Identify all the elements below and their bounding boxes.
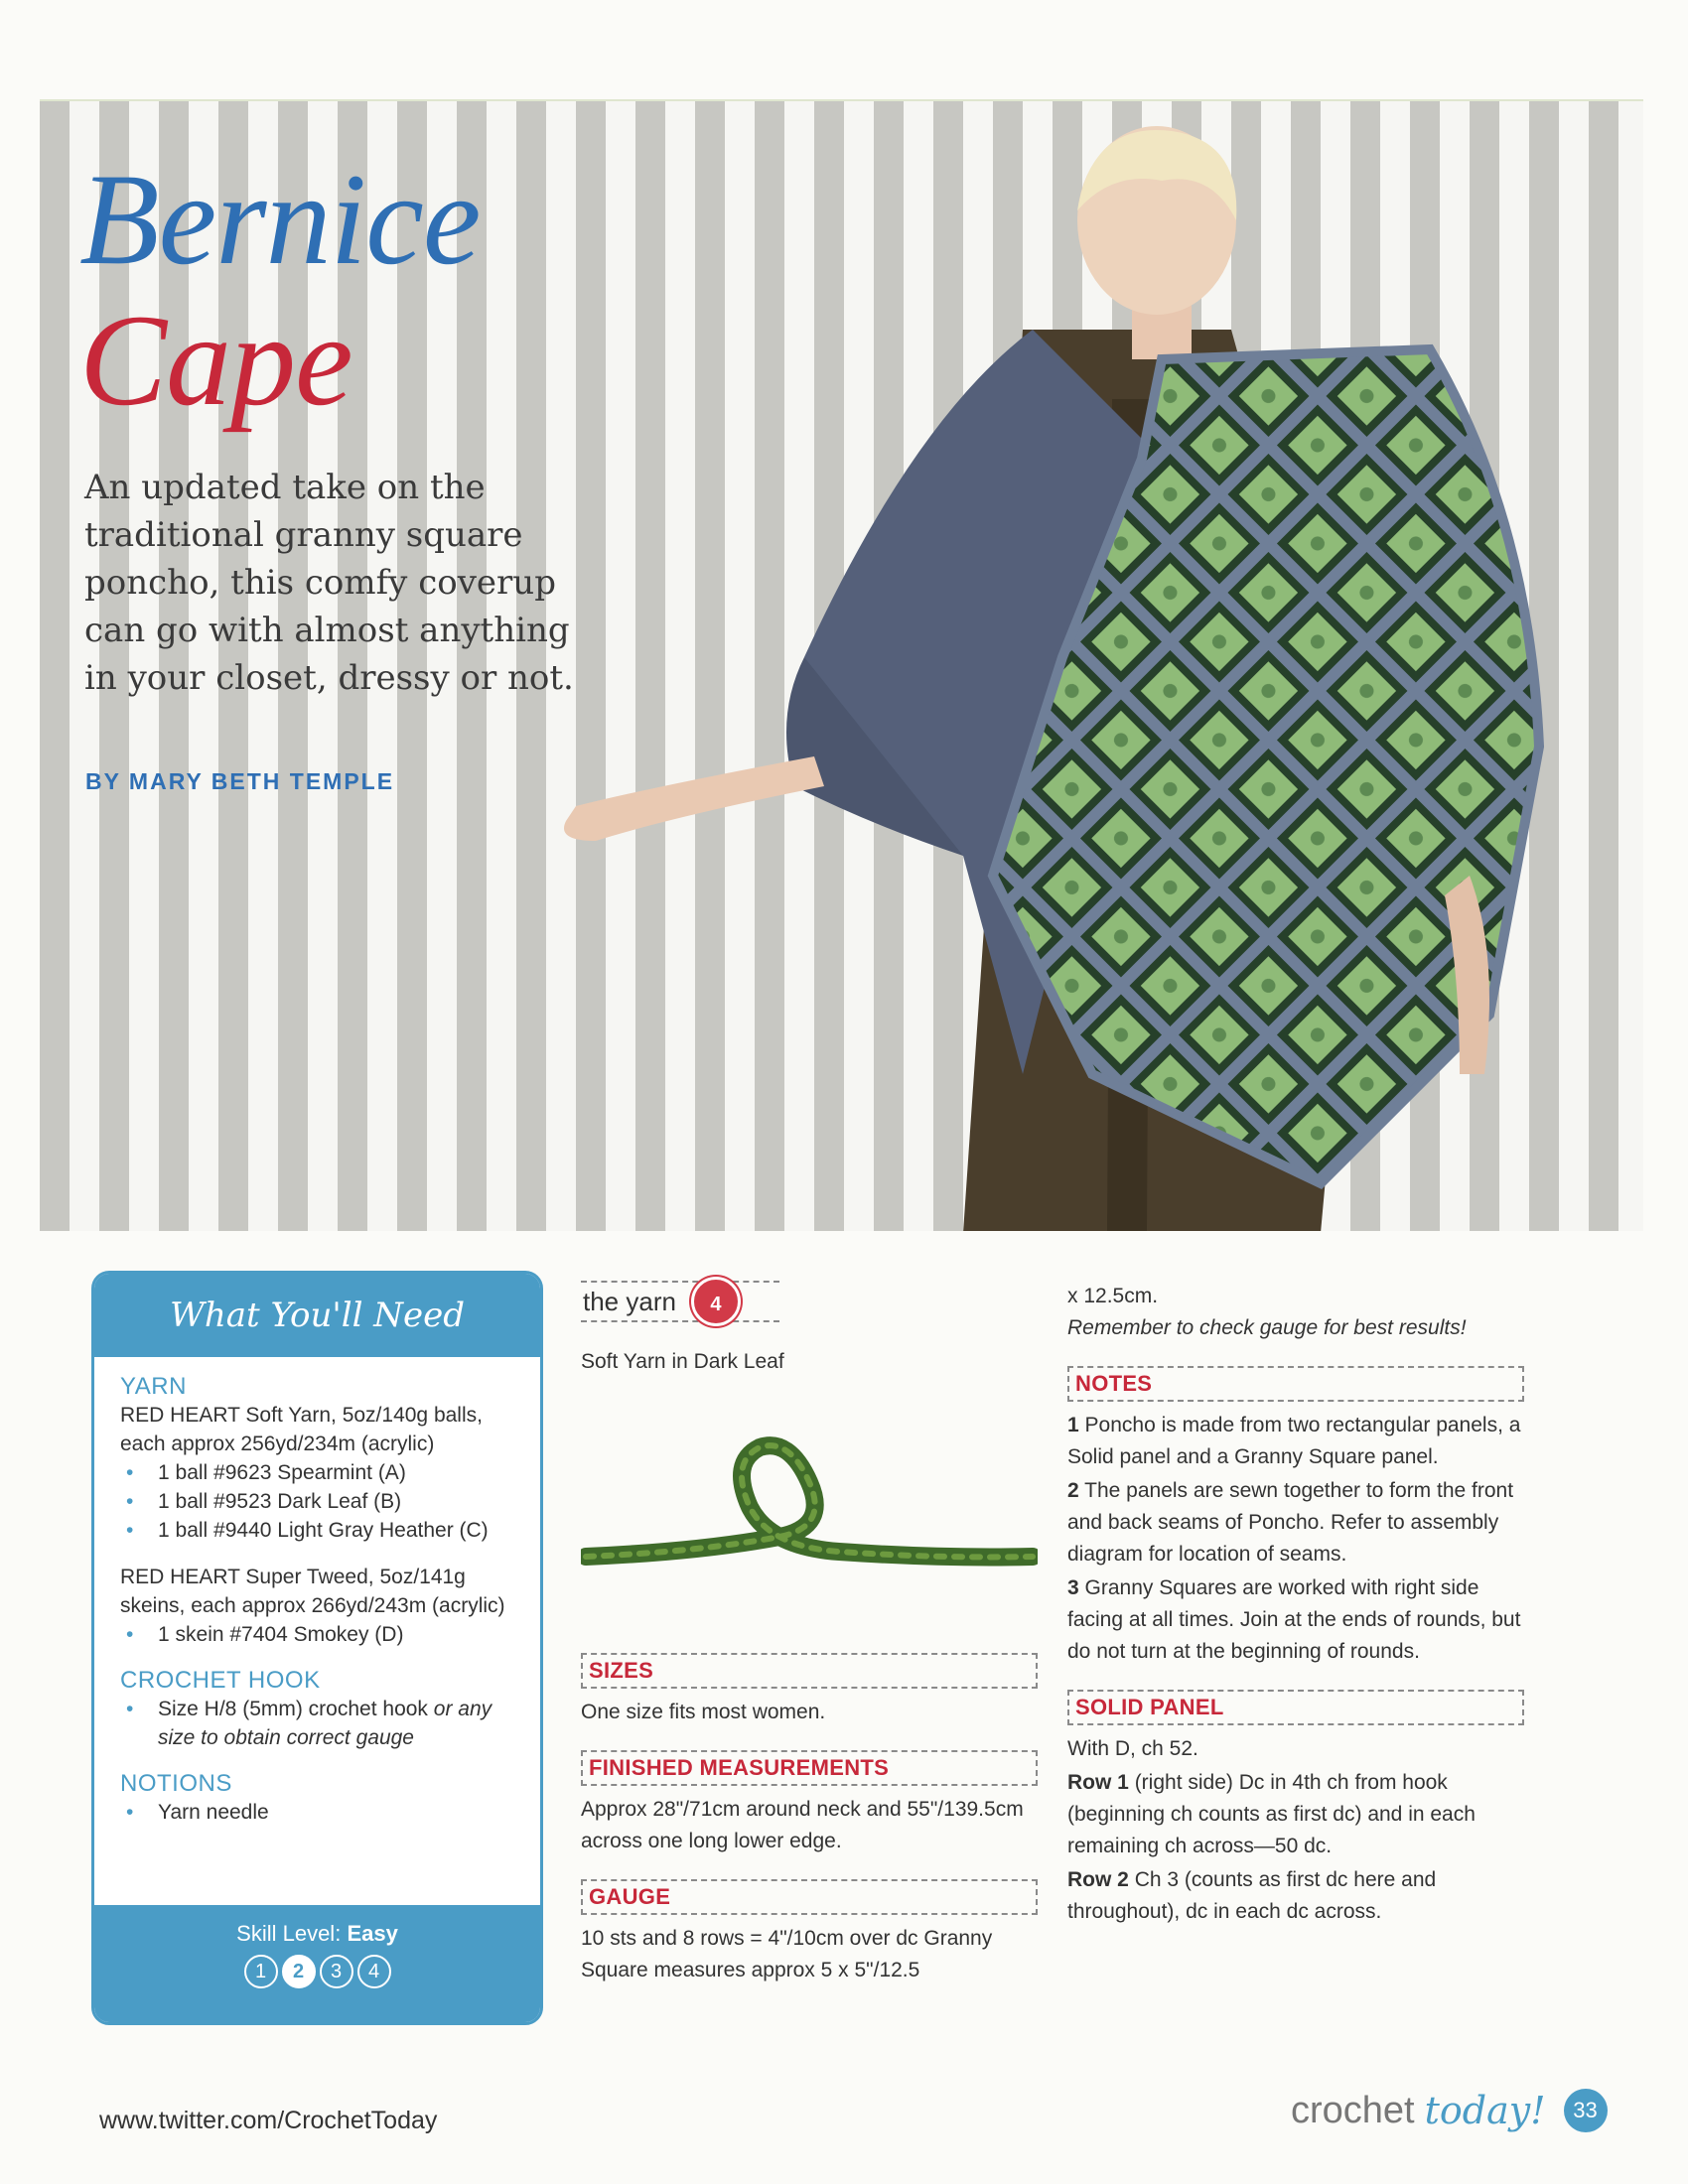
list-item: • 1 ball #9623 Spearmint (A) <box>120 1458 522 1487</box>
gauge-continued: x 12.5cm. <box>1067 1285 1159 1307</box>
skill-dot: 4 <box>357 1955 391 1988</box>
hook-list <box>120 1695 522 1752</box>
yarn1-list <box>120 1458 522 1545</box>
byline: BY MARY BETH TEMPLE <box>85 768 395 794</box>
magazine-brand <box>1291 2089 1608 2132</box>
right-column <box>1067 1281 1524 1928</box>
yarn-heading: YARN <box>120 1373 187 1400</box>
row-2-instructions: Row 2 Ch 3 (counts as first dc here and throughout), dc in each dc across. <box>1067 1868 1437 1923</box>
gauge-note: Remember to check gauge for best results! <box>1067 1316 1467 1339</box>
solid-panel-heading: SOLID PANEL <box>1067 1690 1524 1725</box>
title-line-2: Cape <box>79 287 352 433</box>
what-youll-need-box <box>91 1271 543 2025</box>
list-item: • 1 skein #7404 Smokey (D) <box>120 1620 522 1649</box>
skill-dot: 1 <box>244 1955 278 1988</box>
yarn-weight-badge: 4 <box>694 1280 738 1323</box>
yarn-swatch-image <box>581 1388 1038 1626</box>
list-item: • 1 ball #9523 Dark Leaf (B) <box>120 1487 522 1516</box>
yarn2-description: RED HEART Super Tweed, 5oz/141g skeins, each approx 266yd/243m (acrylic) <box>120 1566 505 1617</box>
note-3: 3 Granny Squares are worked with right side facing at all times. Join at the ends of rounds, but do not turn at the beginning of rounds. <box>1067 1576 1521 1663</box>
brand-word-1: crochet <box>1291 2089 1415 2131</box>
title-line-1: Bernice <box>79 146 481 292</box>
yarn1-description: RED HEART Soft Yarn, 5oz/140g balls, each approx 256yd/234m (acrylic) <box>120 1404 483 1455</box>
list-item: • Yarn needle <box>120 1798 522 1827</box>
note-1: 1 Poncho is made from two rectangular panels, a Solid panel and a Granny Square panel. <box>1067 1414 1521 1468</box>
yarn2-list <box>120 1620 522 1649</box>
note-2: 2 The panels are sewn together to form the front and back seams of Poncho. Refer to assembly diagram for location of seams. <box>1067 1479 1514 1566</box>
skill-dot-selected: 2 <box>282 1955 316 1988</box>
row-1-instructions: Row 1 (right side) Dc in 4th ch from hook (beginning ch counts as first dc) and in each remaining ch across—50 dc. <box>1067 1771 1476 1857</box>
skill-level-bar <box>94 1905 540 2022</box>
need-heading: What You'll Need <box>94 1274 540 1357</box>
brand-word-2: today! <box>1424 2089 1546 2132</box>
notes-heading: NOTES <box>1067 1366 1524 1402</box>
solid-panel-intro: With D, ch 52. <box>1067 1737 1198 1760</box>
skill-label: Skill Level: Easy <box>236 1921 398 1946</box>
notions-list <box>120 1798 522 1827</box>
skill-dot: 3 <box>320 1955 353 1988</box>
sizes-text: One size fits most women. <box>581 1701 826 1723</box>
finished-measurements-heading: FINISHED MEASUREMENTS <box>581 1750 1038 1786</box>
skill-level-dots <box>94 1955 540 1988</box>
list-item: • 1 ball #9440 Light Gray Heather (C) <box>120 1516 522 1545</box>
list-item <box>120 1695 522 1752</box>
article-title <box>79 146 481 433</box>
middle-column <box>581 1281 1038 1986</box>
yarn-tag <box>581 1281 779 1322</box>
finished-measurements-text: Approx 28"/71cm around neck and 55"/139.5cm across one long lower edge. <box>581 1798 1024 1852</box>
yarn-name: Soft Yarn in Dark Leaf <box>581 1350 784 1373</box>
hook-note: or any size to obtain correct gauge <box>158 1698 492 1749</box>
sizes-heading: SIZES <box>581 1653 1038 1689</box>
hook-size: Size H/8 (5mm) crochet hook <box>158 1698 428 1720</box>
article-dek: An updated take on the traditional granny square poncho, this comfy coverup can go with almost anything in your closet, dressy or not. <box>84 468 574 698</box>
hero-photo-area <box>40 99 1643 1231</box>
hook-heading: CROCHET HOOK <box>120 1667 321 1694</box>
gauge-text: 10 sts and 8 rows = 4"/10cm over dc Granny Square measures approx 5 x 5"/12.5 <box>581 1927 993 1981</box>
page-number: 33 <box>1564 2089 1608 2132</box>
skill-value: Easy <box>347 1921 398 1946</box>
yarn-tag-label: the yarn <box>583 1286 676 1316</box>
gauge-heading: GAUGE <box>581 1879 1038 1915</box>
footer-url: www.twitter.com/CrochetToday <box>99 2107 438 2134</box>
notions-heading: NOTIONS <box>120 1770 232 1797</box>
